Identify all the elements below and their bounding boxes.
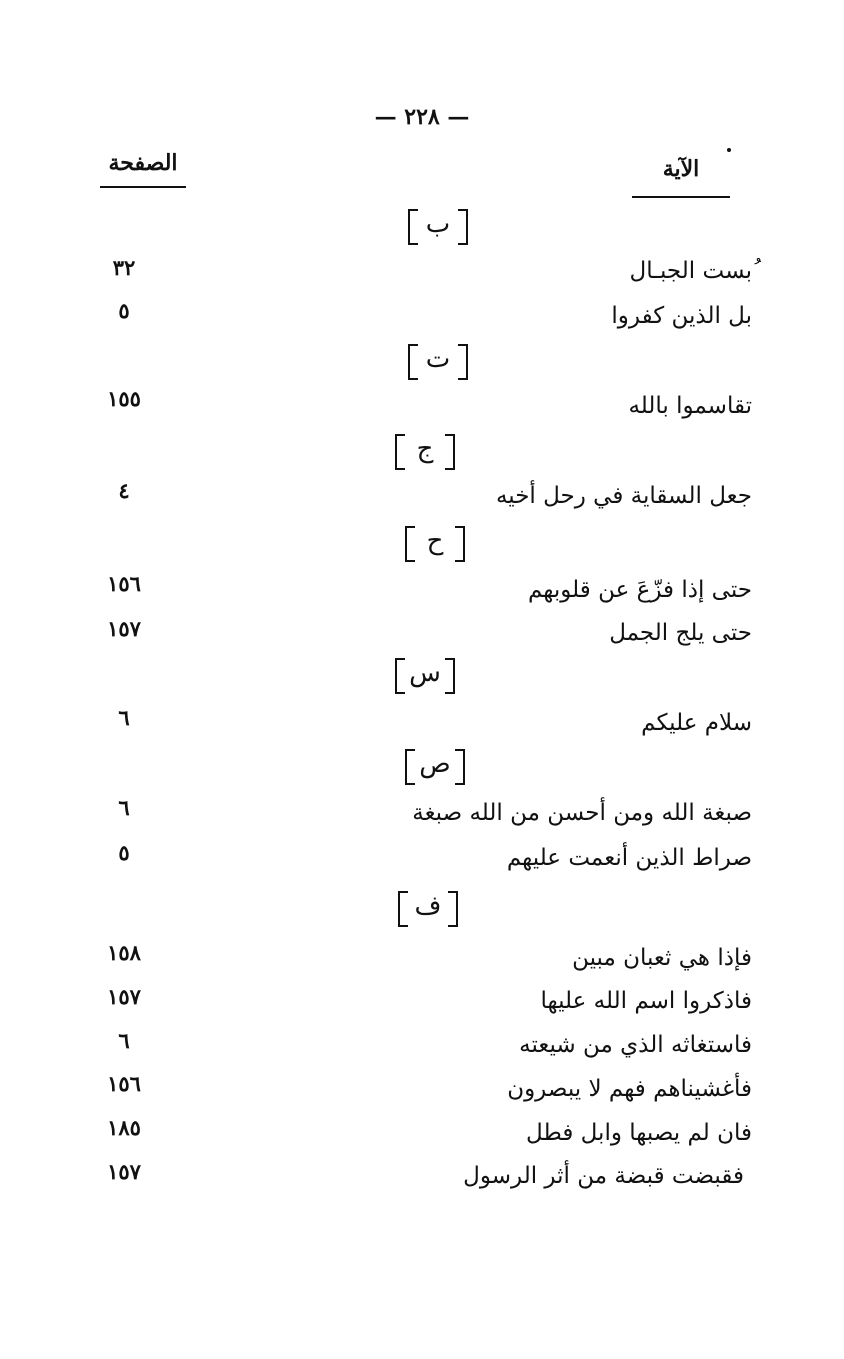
section-letter-ha: ح xyxy=(405,522,465,562)
page-number: — ٢٢٨ — xyxy=(374,104,470,130)
page-ref: ١٥٧ xyxy=(107,984,141,1009)
page-ref: ١٨٥ xyxy=(107,1115,141,1140)
page-ref: ٥ xyxy=(118,298,130,323)
page-ref: ٦ xyxy=(118,1028,130,1053)
section-letter-jim: ج xyxy=(395,430,455,470)
page-ref: ٥ xyxy=(118,840,130,865)
page-ref: ١٥٥ xyxy=(107,386,141,411)
verse-entry: جعل السقاية في رحل أخيه xyxy=(495,483,752,509)
page-ref: ٣٢ xyxy=(112,255,136,280)
verse-entry: فإذا هي ثعبان مبين xyxy=(572,945,752,971)
verse-entry: ُبست الجبـال xyxy=(629,258,752,284)
section-letter-sin: س xyxy=(395,654,455,694)
section-letter-sad: ص xyxy=(405,745,465,785)
verse-entry: فان لم يصبها وابل فطل xyxy=(526,1120,752,1146)
verse-entry: سلام عليكم xyxy=(641,710,752,736)
page-ref: ٤ xyxy=(118,478,130,503)
verse-column-header: الآية xyxy=(662,156,700,182)
section-letter-ba: ب xyxy=(408,205,468,245)
page-column-header: الصفحة xyxy=(108,150,178,176)
page-ref: ١٥٧ xyxy=(107,616,141,641)
verse-entry: صبغة الله ومن أحسن من الله صبغة xyxy=(412,800,752,826)
verse-entry: صراط الذين أنعمت عليهم xyxy=(506,845,752,871)
verse-entry: بل الذين كفروا xyxy=(611,303,752,329)
verse-entry: تقاسموا بالله xyxy=(628,393,752,419)
ink-dot xyxy=(727,148,731,152)
page-ref: ١٥٦ xyxy=(107,1071,141,1096)
page-ref: ١٥٧ xyxy=(107,1159,141,1184)
verse-entry: حتى يلج الجمل xyxy=(609,620,752,646)
section-letter-ta: ت xyxy=(408,340,468,380)
verse-entry: فأغشيناهم فهم لا يبصرون xyxy=(507,1076,752,1102)
section-letter-fa: ف xyxy=(398,887,458,927)
page-ref: ١٥٨ xyxy=(107,940,141,965)
verse-entry: فقبضت قبضة من أثر الرسول xyxy=(463,1163,744,1189)
verse-entry: حتى إذا فزّعَ عن قلوبهم xyxy=(527,577,752,603)
page-header-underline xyxy=(100,186,186,188)
page-ref: ٦ xyxy=(118,795,130,820)
verse-entry: فاذكروا اسم الله عليها xyxy=(540,988,752,1014)
verse-entry: فاستغاثه الذي من شيعته xyxy=(519,1032,752,1058)
verse-header-underline xyxy=(632,196,730,198)
page-ref: ٦ xyxy=(118,705,130,730)
page-ref: ١٥٦ xyxy=(107,571,141,596)
